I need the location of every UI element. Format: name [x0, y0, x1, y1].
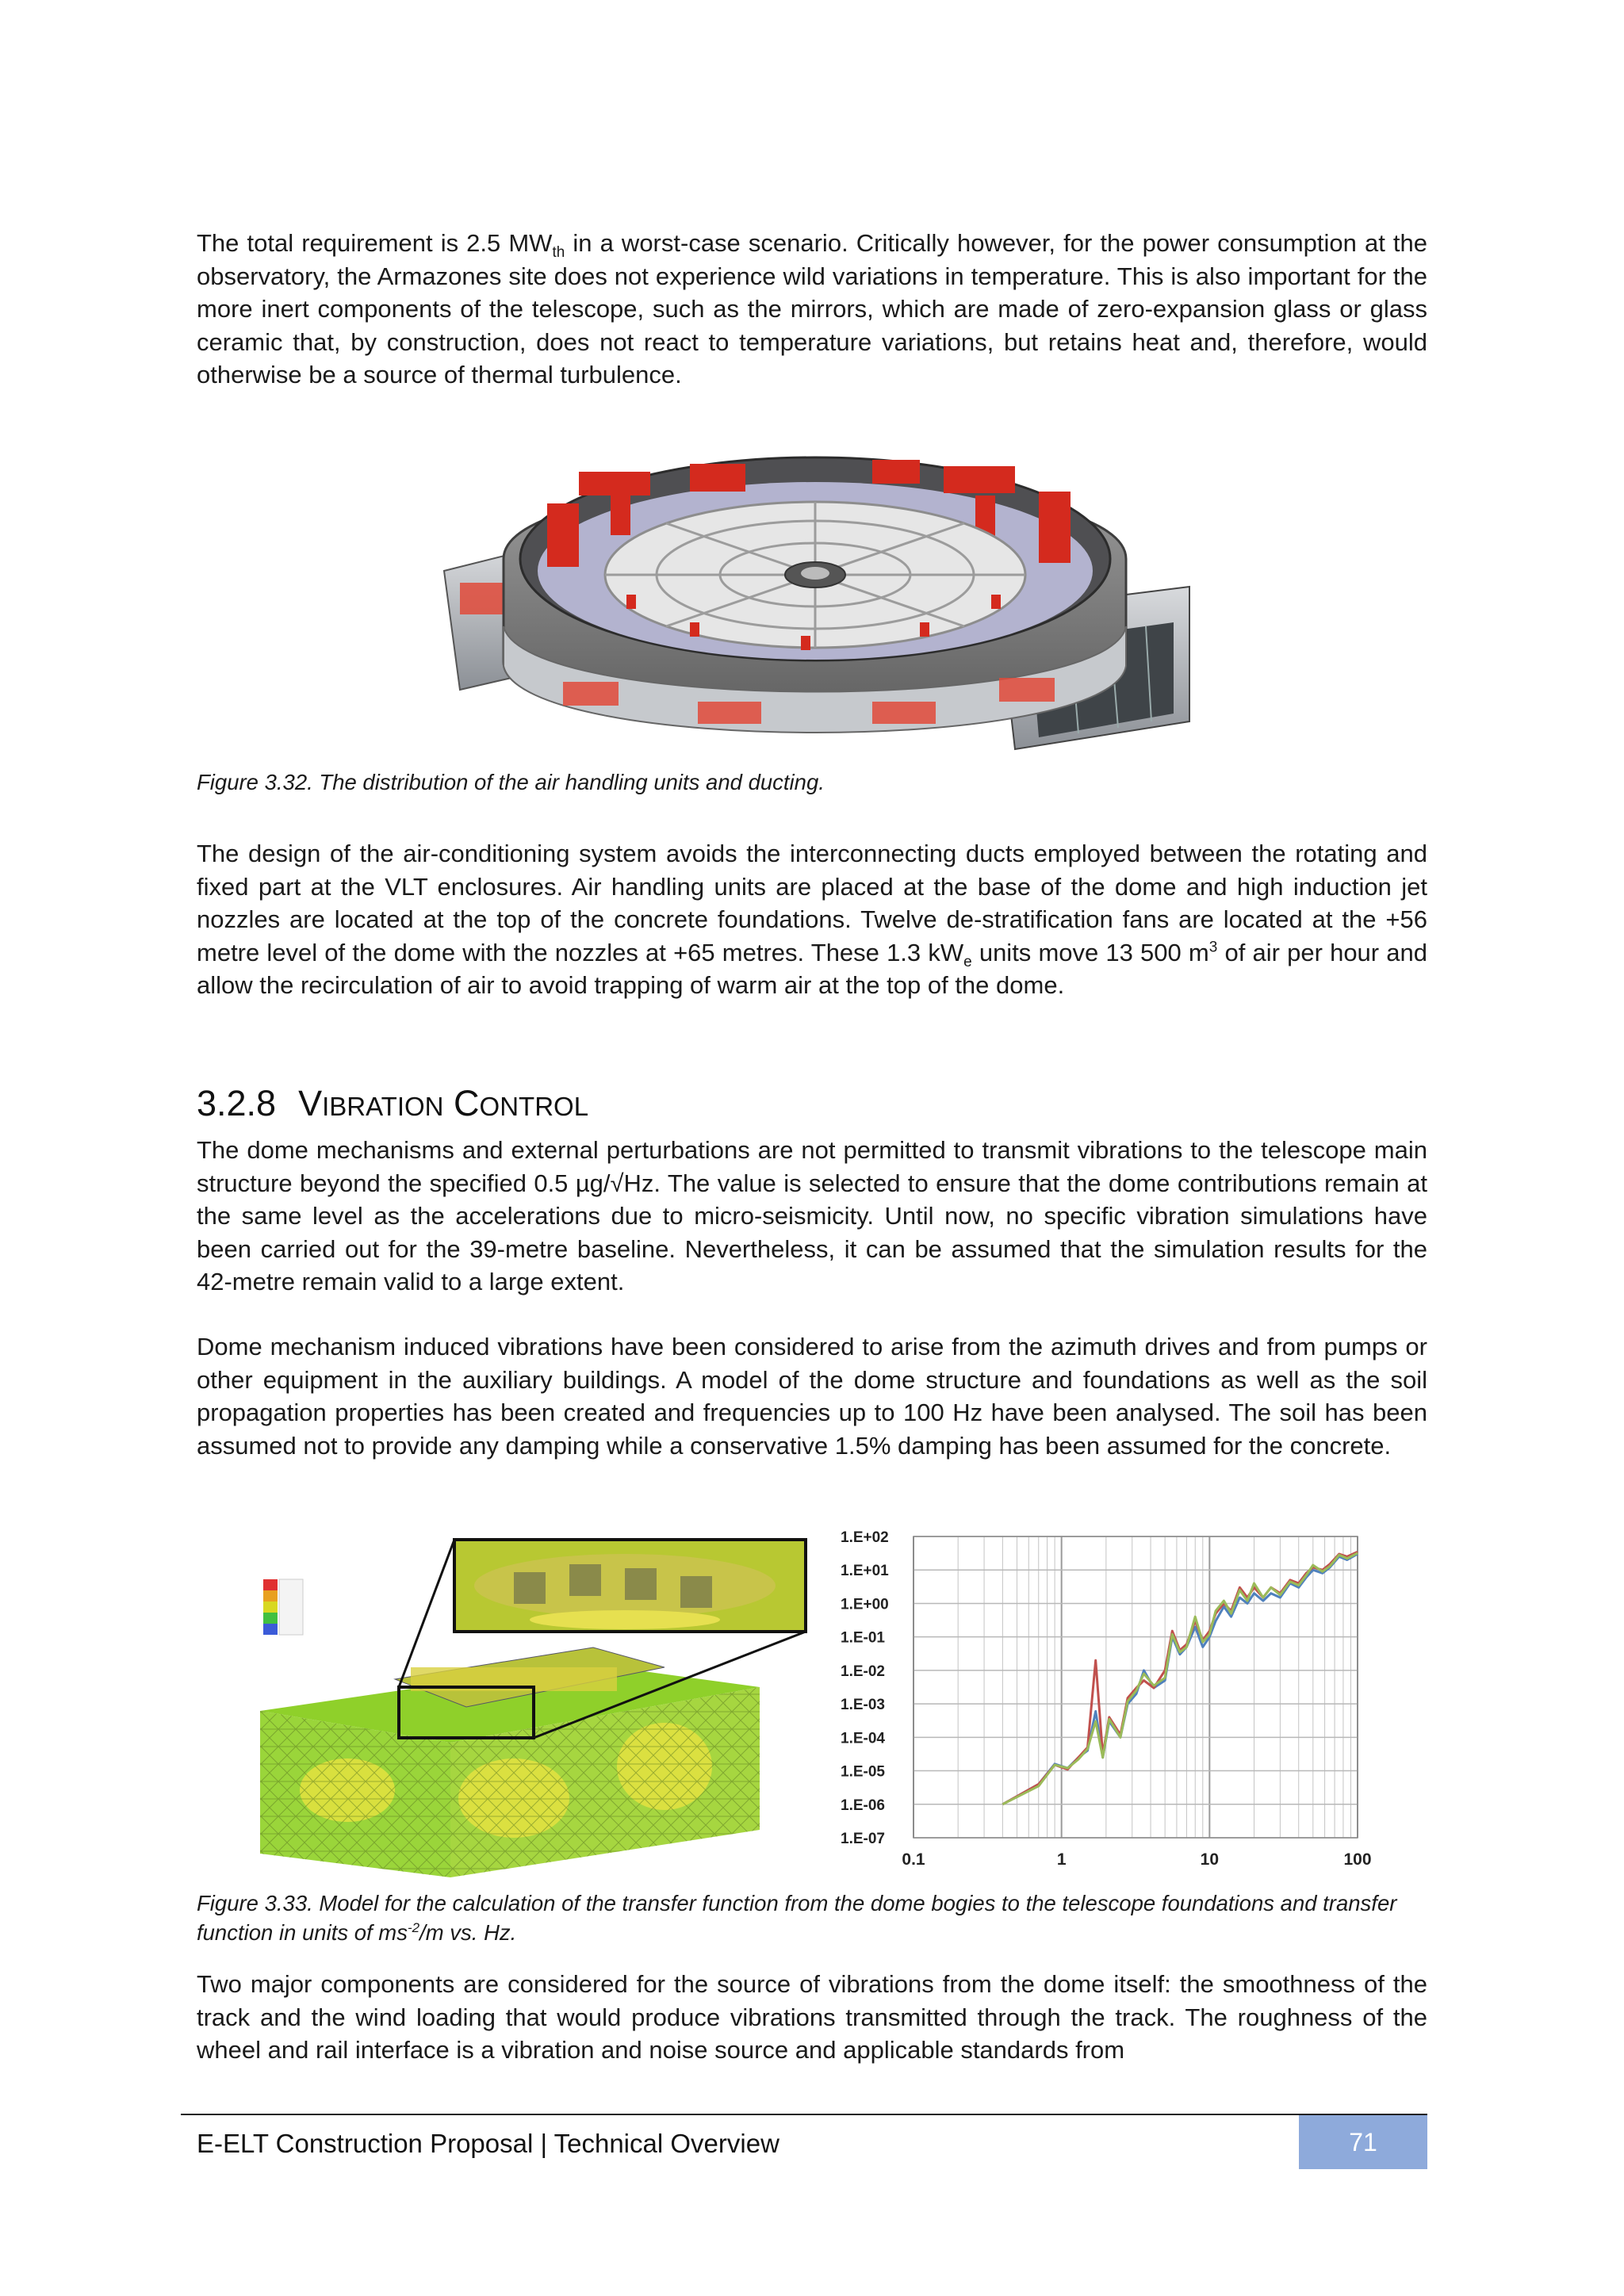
series-line-3 [1002, 1553, 1358, 1804]
y-tick-label: 1.E+01 [841, 1563, 889, 1580]
y-tick-label: 1.E-05 [841, 1763, 885, 1781]
x-tick-label: 100 [1343, 1850, 1372, 1869]
chart-x-tick-labels [902, 1850, 1371, 1869]
paragraph-dome-mechanism: Dome mechanism induced vibrations have been considered to arise from the azimuth drives and from pumps or other equipment in the auxiliary buildings. A model of the dome structure and foundations as well as the soil propagation properties has been created and frequencies up to 100 Hz have been analysed. The soil has been assumed not to provide any damping while a conservative 1.5% damping has been assumed for the concrete. [197, 1333, 1427, 1460]
figure-fe-model [252, 1529, 823, 1877]
footer-divider [181, 2114, 1427, 2115]
chart-series-lines [1002, 1552, 1358, 1804]
y-tick-label: 1.E-01 [841, 1629, 885, 1647]
y-tick-label: 1.E+00 [841, 1596, 889, 1613]
transfer-function-chart [834, 1524, 1373, 1873]
y-tick-label: 1.E+02 [841, 1529, 889, 1546]
figure-3-33-caption: Figure 3.33. Model for the calculation of the transfer function from the dome bogies to the telescope foundations and transfer function in units of $ms^{-2}/m$ vs. Hz. [197, 1891, 1397, 1945]
y-tick-label: 1.E-07 [841, 1831, 885, 1847]
paragraph-vibration-sources: Two major components are considered for the source of vibrations from the dome itself: the smoothness of the track and the wind loading that would produce vibrations transmitted through the track. The roughness of the wheel and rail interface is a vibration and noise source and applicable standards from [197, 1970, 1427, 2064]
series-line-1 [1002, 1554, 1358, 1804]
x-tick-label: 0.1 [902, 1850, 925, 1869]
chart-y-tick-labels [841, 1529, 889, 1847]
dome-illustration [428, 428, 1199, 753]
section-heading-vibration-control: 3.2.8 VIBRATION CONTROL [197, 1083, 589, 1123]
y-tick-label: 1.E-02 [841, 1663, 885, 1680]
x-tick-label: 10 [1200, 1850, 1220, 1869]
footer-title: E-ELT Construction Proposal | Technical Overview [197, 2129, 779, 2158]
series-line-2 [1002, 1552, 1358, 1804]
y-tick-label: 1.E-03 [841, 1697, 885, 1714]
y-tick-label: 1.E-04 [841, 1730, 885, 1747]
paragraph-air-conditioning: The design of the air-conditioning system avoids the interconnecting ducts employed between the rotating and fixed part at the VLT enclosures. Air handling units are placed at the base of the dome and high induction jet nozzles are located at the top of the concrete foundations. Twelve de-stratification fans are located at the +56 metre level of the dome with the nozzles at +65 metres. These 1.3 $kW_e$ units move 13 500 $m^3$ of air per hour and allow the recirculation of air to avoid trapping of warm air at the top of the dome. [197, 840, 1427, 999]
figure-3-32-caption: Figure 3.32. The distribution of the air handling units and ducting. [197, 770, 825, 794]
figure-air-handling-dome [428, 428, 1199, 753]
paragraph-vibration-specification: The dome mechanisms and external perturbations are not permitted to transmit vibrations to the telescope main structure beyond the specified 0.5 µg/√Hz. The value is selected to ensure that the dome contributions remain at the same level as the accelerations due to micro-seismicity. Until now, no specific vibration simulations have been carried out for the 39-metre baseline. Nevertheless, it can be assumed that the simulation results for the 42-metre remain valid to a large extent. [197, 1136, 1427, 1295]
y-tick-label: 1.E-06 [841, 1797, 885, 1814]
page-number: 71 [1299, 2115, 1427, 2169]
x-tick-label: 1 [1056, 1850, 1067, 1869]
paragraph-power-requirement: The total requirement is 2.5 $MW_{th}$ in a worst-case scenario. Critically however, for the power consumption at the observatory, the Armazones site does not experience wild variations in temperature. This is also important for the more inert components of the telescope, such as the mirrors, which are made of zero-expansion glass or glass ceramic that, by construction, does not react to temperature variations, but retains heat and, therefore, would otherwise be a source of thermal turbulence. [197, 229, 1427, 388]
transfer-function-plot [834, 1524, 1373, 1873]
fe-model-illustration [252, 1529, 823, 1877]
